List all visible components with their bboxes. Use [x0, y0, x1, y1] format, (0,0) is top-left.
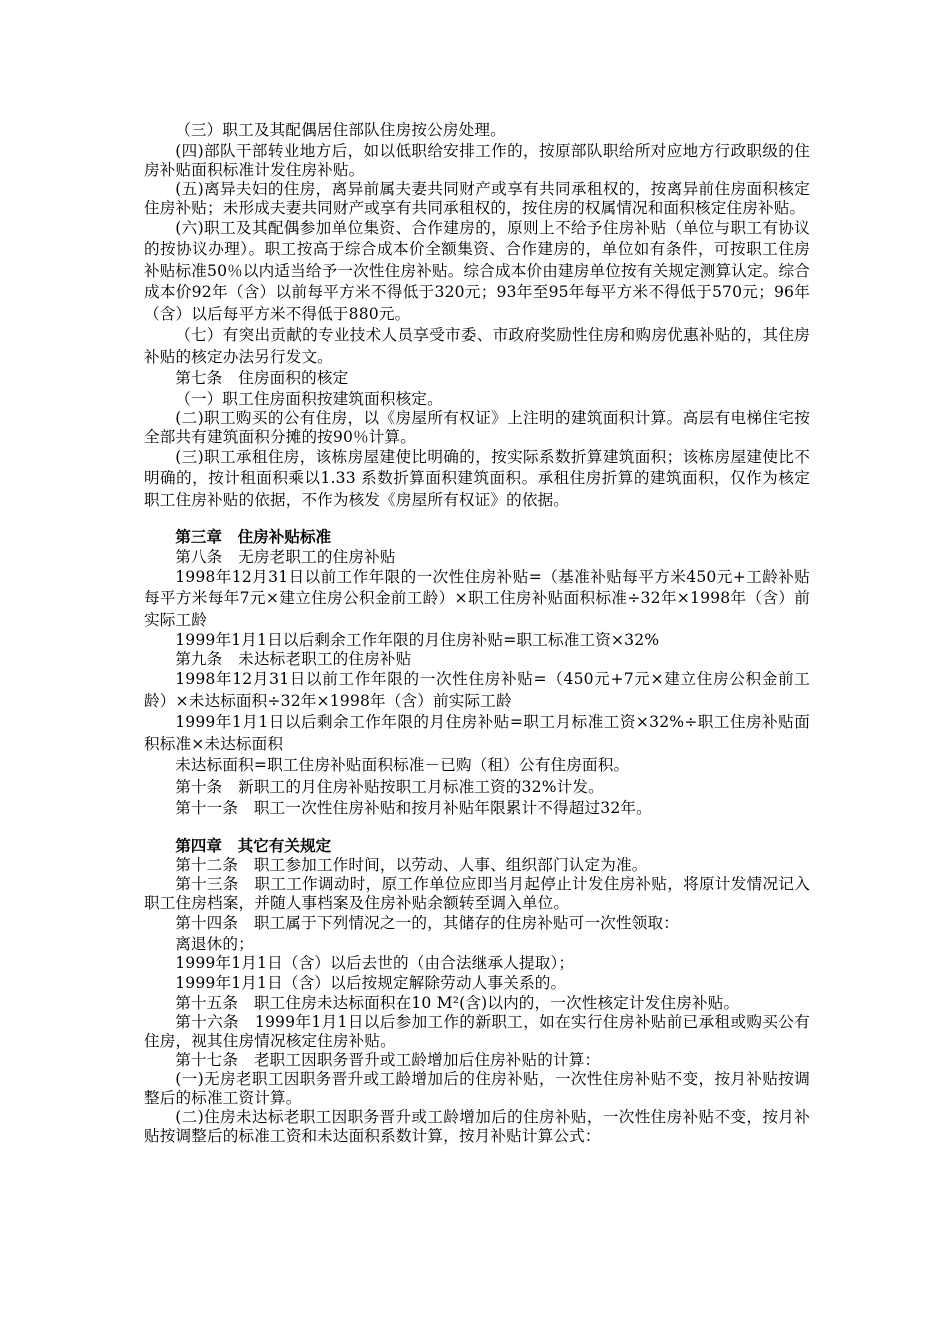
- article-13: 第十三条 职工工作调动时，原工作单位应即当月起停止计发住房补贴，将原计发情况记入职工住房档案，并随人事档案及住房补贴余额转至调入单位。: [144, 875, 810, 912]
- article-7-heading: 第七条 住房面积的核定: [175, 369, 349, 387]
- article-17: 第十七条 老职工因职务晋升或工龄增加后住房补贴的计算：: [175, 1051, 601, 1069]
- paragraph-rented-housing: (三)职工承租住房，该栋房屋建使比明确的，按实际系数折算建筑面积；该栋房屋建使比不明确的，按计租面积乘以1.33 系数折算面积建筑面积。承租住房折算的建筑面积，仅作为核定职工住房补贴的依据，不作为核发《房屋所有权证》的依据。: [144, 447, 810, 509]
- formula-monthly-subsidy-no-housing: 1999年1月1日以后剩余工作年限的月住房补贴=职工标准工资×32%: [175, 631, 660, 649]
- document-page: [144, 120, 810, 1146]
- formula-monthly-subsidy-substandard: 1999年1月1日以后剩余工作年限的月住房补贴=职工月标准工资×32%÷职工住房补贴面积标准×未达标面积: [144, 713, 810, 753]
- formula-one-time-subsidy-no-housing: 1998年12月31日以前工作年限的一次性住房补贴=（基准补贴每平方米450元+工龄补贴每平方米每年7元×建立住房公积金前工龄）×职工住房补贴面积标准÷32年×1998年（含）前实际工龄: [144, 567, 810, 629]
- paragraph-area-basis: （一）职工住房面积按建筑面积核定。: [175, 389, 443, 408]
- article-14: 第十四条 职工属于下列情况之一的，其储存的住房补贴可一次性领取：: [175, 914, 679, 932]
- list-item-retired: 离退休的；: [175, 934, 254, 953]
- paragraph-outstanding-contributors: （七）有突出贡献的专业技术人员享受市委、市政府奖励性住房和购房优惠补贴的，其住房补贴的核定办法另行发文。: [144, 326, 810, 366]
- paragraph-collective-housing: (六)职工及其配偶参加单位集资、合作建房的，原则上不给予住房补贴（单位与职工有协议的按协议办理）。职工按高于综合成本价全额集资、合作建房的，单位如有条件，可按职工住房补贴标准50％以内适当给予一次性住房补贴。综合成本价由建房单位按有关规定测算认定。综合成本价92年（含）以前每平方米不得低于320元；93年至95年每平方米不得低于570元；96年（含）以后每平方米不得低于880元。: [144, 218, 810, 323]
- list-item-deceased: 1999年1月1日（含）以后去世的（由合法继承人提取）；: [175, 953, 575, 972]
- article-11: 第十一条 职工一次性住房补贴和按月补贴年限累计不得超过32年。: [175, 799, 652, 817]
- paragraph-housing-army: （三）职工及其配偶居住部队住房按公房处理。: [175, 121, 506, 139]
- chapter-4-title: 第四章 其它有关规定: [175, 835, 332, 855]
- article-17-item-2: (二)住房未达标老职工因职务晋升或工龄增加后的住房补贴，一次性住房补贴不变，按月补贴按调整后的标准工资和未达面积系数计算，按月补贴计算公式：: [144, 1108, 810, 1145]
- article-9-heading: 第九条 未达标老职工的住房补贴: [175, 650, 412, 668]
- formula-one-time-subsidy-substandard: 1998年12月31日以前工作年限的一次性住房补贴=（450元+7元×建立住房公积金前工龄）×未达标面积÷32年×1998年（含）前实际工龄: [144, 670, 810, 710]
- list-item-terminated: 1999年1月1日（含）以后按规定解除劳动人事关系的。: [175, 973, 567, 992]
- article-10: 第十条 新职工的月住房补贴按职工月标准工资的32%计发。: [175, 777, 604, 796]
- article-12: 第十二条 职工参加工作时间，以劳动、人事、组织部门认定为准。: [175, 856, 648, 874]
- paragraph-army-transfer: (四)部队干部转业地方后，如以低职给安排工作的，按原部队职给所对应地方行政职级的住房补贴面积标准计发住房补贴。: [144, 141, 810, 179]
- chapter-3-title: 第三章 住房补贴标准: [175, 527, 332, 546]
- paragraph-divorced-couples: (五)离异夫妇的住房，离异前属夫妻共同财产或享有共同承租权的，按离异前住房面积核定住房补贴；未形成夫妻共同财产或享有共同承租权的，按住房的权属情况和面积核定住房补贴。: [144, 179, 810, 217]
- article-17-item-1: (一)无房老职工因职务晋升或工龄增加后的住房补贴，一次性住房补贴不变，按月补贴按调整后的标准工资计算。: [144, 1070, 810, 1107]
- paragraph-purchased-housing: (二)职工购买的公有住房，以《房屋所有权证》上注明的建筑面积计算。高层有电梯住宅按全部共有建筑面积分摊的按90％计算。: [144, 408, 810, 446]
- article-8-heading: 第八条 无房老职工的住房补贴: [175, 547, 396, 566]
- section-spacer: [144, 511, 810, 526]
- formula-substandard-area: 未达标面积=职工住房补贴面积标准－已购（租）公有住房面积。: [175, 756, 630, 774]
- article-16: 第十六条 1999年1月1日以后参加工作的新职工，如在实行住房补贴前已承租或购买公有住房，视其住房情况核定住房补贴。: [144, 1013, 810, 1050]
- section-spacer: [144, 820, 810, 835]
- article-15: 第十五条 职工住房未达标面积在10 M²(含)以内的，一次性核定计发住房补贴。: [175, 994, 740, 1012]
